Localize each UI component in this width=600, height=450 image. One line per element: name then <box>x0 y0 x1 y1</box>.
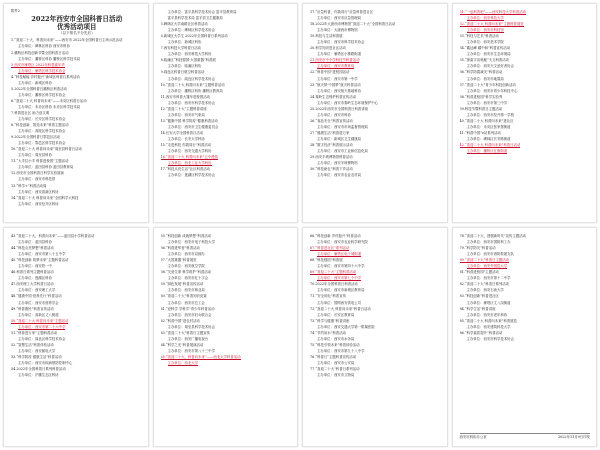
line-text: 主办单位：国网西安供电公司 <box>317 300 362 305</box>
line-text: 主办单位：莲湖区科学技术协会 <box>167 173 215 178</box>
line-text: 35.“探索宇宙奥秘”天文科普活动 <box>459 58 510 63</box>
document-page <box>3 227 149 447</box>
line-text: 50.“喜迎二十大 科普向未来”主题活动 <box>11 318 69 323</box>
line-text: 80.“喜迎二十大”科普日主题活动 <box>459 258 510 263</box>
line-text: 59.“绿色发展”科普宣传活动 <box>160 282 204 287</box>
line-text: 11.西安市科普大篷车进校园活动 <box>160 94 210 99</box>
line-text: 主办单位：西安市公安局 <box>317 360 355 365</box>
line-text: 主办单位：未央区科协 未央区科学技术局 <box>18 104 81 109</box>
line-text: 主办单位：西安市第二十六中学 <box>18 324 66 329</box>
line-text: 45.“科技创新 筑梦未来”主题科普活动 <box>11 258 69 263</box>
line-text: 主办单位：灞桥区科学技术协会 <box>18 92 66 97</box>
line-text: 14.长安大学全国科普日活动 <box>160 130 204 135</box>
line-text: 46.科普日系列主题科普活动 <box>11 270 54 275</box>
organizer-line <box>161 360 293 366</box>
line-text: 8.“科技创新、智造未来”科普主题活动 <box>11 123 69 128</box>
line-text: 主办单位：新城区科协 <box>18 80 52 85</box>
line-text: 主办单位：西安市双拥办 <box>167 252 205 257</box>
line-text: 主办单位：西安市科学技术协会 <box>167 100 215 105</box>
line-text: 主办单位：西安市科学技术协会 <box>317 40 365 45</box>
line-text: 主办单位：西安高新区科协 <box>18 189 59 194</box>
line-text: 70.2022年全国科普日科普活动 <box>310 282 358 287</box>
line-text: 76.“科普日”主题科普宣传活动 <box>310 354 357 359</box>
line-text: 3.西安市雁塔区 2022年科普嘉年华 <box>11 62 65 67</box>
line-text: 75.“科技引领未来”科普体验活动 <box>310 342 360 347</box>
line-text: 主办单位：西安广播电视台 <box>167 336 209 341</box>
line-text: 63.“喜迎二十大”科普日主题宣传 <box>160 330 211 335</box>
attachment-label: 附件2 <box>11 9 20 13</box>
line-text: 12.“喜迎二十大”主题科普讲座 <box>160 106 207 111</box>
line-text: 54.2022年全国科普日系列科普活动 <box>11 367 66 372</box>
line-text: 6.“喜迎二十大 科普向未来”——未央区科普日活动 <box>11 98 87 103</box>
line-text: 9.阎良区科普日航空科普活动 <box>160 70 205 75</box>
line-text: 主办单位：长安区科学技术协会 <box>18 117 66 122</box>
line-text: 83.“科技创新”科普进社区 <box>459 294 499 299</box>
organizer-line <box>310 172 442 178</box>
line-text: 58.“关爱生命 科学救护”科普活动 <box>160 270 212 275</box>
line-text: 富平县科学技术局 富平县卫生健康局 <box>167 16 223 21</box>
line-text: 主办单位：西安经开区科协 <box>18 201 59 206</box>
line-text: 主办单位：西安建筑科技大学 <box>466 324 511 329</box>
organizer-line <box>161 172 293 178</box>
line-text: 23.“航天梦·中国梦”航天科普活动 <box>310 82 361 87</box>
line-text: 52.“智慧生活”科普体验活动 <box>11 342 54 347</box>
line-text: 主办单位：西安市工业和信息化局 <box>317 149 368 154</box>
line-text: 10.“喜迎二十大 科普向未来”周至县科普日活动 <box>11 147 82 152</box>
line-text: 主办单位：莲湖区科协 <box>18 276 52 281</box>
line-text: 1.“喜迎二十大，科普向未来”——西安市 2022年全国科普日主场示范活动 <box>11 38 123 43</box>
line-text: 51.“科普进万家”主题科普活动 <box>11 330 58 335</box>
line-text: 37.“喜迎二十大”青少年科技创新活动 <box>459 82 516 87</box>
line-text: 85.“喜迎二十大 科普向未来”科普展览 <box>459 318 517 323</box>
line-text: 5.碑林区大学南路社区科普活动 <box>160 22 208 27</box>
line-text: 6.新城区大学生 2022年全国科普日系列活动 <box>160 34 228 39</box>
line-text: 42.“喜迎二十大 科普向未来”科普日活动 <box>459 143 521 148</box>
document-page <box>3 3 149 223</box>
line-text: 主办单位：西安美术学院 <box>466 40 504 45</box>
line-text: 72.“喜迎二十大 科普向未来”科普日活动 <box>310 306 371 311</box>
line-text: 主办单位：西安市科技馆 <box>18 177 56 182</box>
line-text: 69.“喜迎二十大”主题科普活动 <box>310 270 357 275</box>
line-text: 22.“科普中国”进校园活动 <box>310 70 350 75</box>
line-text: 主办单位：西安石油大学 <box>466 288 504 293</box>
document-page <box>302 3 448 223</box>
line-text: 25.2022年西安市全国科普日科普讲座 <box>310 106 369 111</box>
line-text: 84.“科学生活”科普讲座 <box>459 306 496 311</box>
line-text: 16.“喜迎二十大 科普向未来”云中漫游 <box>160 155 218 160</box>
line-text: 24.秦岭生态保护科普宣传活动 <box>310 94 357 99</box>
line-text: 14.“喜迎二十大 科普向未来”全国科学大科技 <box>11 195 79 200</box>
line-text: 主办单位：西安市科学技术协会 <box>466 336 514 341</box>
line-text: 主办单位：西安市妇女联合会 <box>167 312 212 317</box>
line-text: 21.西安市中小学科技节科普活动 <box>310 58 360 63</box>
line-text: 主办单位：西安市农业科学研究院 <box>317 240 368 245</box>
line-text: 主办单位：西安市第十二中学 <box>466 276 511 281</box>
document-subtitle: （以下排名不分先后） <box>58 31 95 35</box>
line-text: 8.临潼区“科技强国·大国重器”科普展 <box>160 58 216 63</box>
line-text: 34.“碳达峰 碳中和”科普宣传活动 <box>459 46 511 51</box>
line-text: 30.“科技助农”科普下乡活动 <box>310 167 353 172</box>
line-text: 主办单位：西安交通大学第一附属医院 <box>317 324 375 329</box>
line-text: 67.“科普进社区”系列活动 <box>310 246 350 251</box>
line-text: 7.科普进社区 助力创文明 <box>11 110 50 115</box>
line-text: 9.2022年全国科普日鄠邑区活动 <box>11 135 61 140</box>
line-text: 主办单位：西安市第三中学 <box>466 100 508 105</box>
line-text: 主办单位：西安半坡博物馆 <box>317 161 358 166</box>
line-text: 主办单位：西安市第八十三中学 <box>167 348 215 353</box>
line-text: 60.“喜迎二十大”科普知识竞赛 <box>160 294 207 299</box>
line-text: 主办单位：西安邮电大学 <box>18 348 56 353</box>
line-text: 79.“科学防灾”科普活动 <box>459 246 496 251</box>
line-text: 71.“安全用电”科普宣传 <box>310 294 346 299</box>
line-text: 主办单位：大唐西市博物馆 <box>317 28 358 33</box>
line-text: 主办单位：西安市第四十六中学 <box>317 264 365 269</box>
line-text: 主办单位：雁塔区电子城街道 <box>317 252 362 257</box>
organizer-line <box>460 148 592 154</box>
line-text: 主办单位：西安市水务局 <box>317 336 355 341</box>
line-text: 主办单位：西安航空学院 <box>167 264 205 269</box>
line-text: 11.“大手拉小手 科普进校园”主题活动 <box>11 159 69 164</box>
line-text: 65.“喜迎二十大，科普向未来”——西北大学科普活动 <box>160 354 241 359</box>
line-text: 39.科技节暨科普日主题活动 <box>459 106 503 111</box>
line-text: 5.2022年全国科普日灞桥区科普活动 <box>11 86 67 91</box>
line-text: 78.“喜迎二十大，建强新时代”宣传主题活动 <box>459 234 526 238</box>
line-text: 主办单位：西安市科协 <box>317 112 351 117</box>
line-text: 15.“走进科技 你我同行”科普活动 <box>160 143 212 148</box>
line-text: 48.“健康中国·营养先行”科普活动 <box>11 294 62 299</box>
line-text: 主办单位：西安市卫生健康委员会 <box>167 124 219 129</box>
line-text: 主办单位：西安市应急管理局 <box>317 16 362 21</box>
line-text: 主办单位：西安天文爱好者协会 <box>466 64 514 69</box>
line-text: 主办单位：灞桥区红旗街道 <box>466 149 508 154</box>
line-text: 主办单位：西安市青少年科技中心 <box>466 88 518 93</box>
document-page <box>153 227 299 447</box>
line-text: 主办单位：西安市老年科协 <box>466 312 508 317</box>
line-text: 57.“大国重器”科普展览 <box>160 258 197 263</box>
line-text: 55.“科技创新 成就梦想”科普活动 <box>160 234 212 238</box>
line-text: 33.“科技与艺术”科普活动 <box>459 34 499 39</box>
line-text: 主办单位：鄠邑区科学技术协会 <box>18 141 66 146</box>
line-text: 主办单位：西安市林业局 <box>167 288 205 293</box>
line-text: 主办单位：蓝田县科协 <box>18 240 52 245</box>
line-text: 主办单位：西北大学 <box>167 360 199 365</box>
line-text: 19.科技与生活科普展 <box>310 34 343 39</box>
line-text: 86.“科学素质提升”科普活动 <box>459 330 503 335</box>
line-text: 主办单位：西安外国语大学 <box>466 264 508 269</box>
line-text: 73.“科学与健康”科普讲座 <box>310 318 350 323</box>
line-text: 主办单位：西安市气象局 <box>167 112 205 117</box>
line-text: 主办单位：西安市教育局 <box>317 64 355 69</box>
line-text: 主办单位：西安理工大学 <box>18 288 56 293</box>
organizer-line <box>310 372 442 378</box>
line-text: 7.西安科技大学科普日活动 <box>160 46 202 51</box>
line-text: 13.“科学+”科普活动周 <box>11 183 47 188</box>
document-footer <box>460 433 591 440</box>
line-text: 68.“科技强国”科普展 <box>310 258 343 263</box>
line-text: 77.“喜迎二十大”科普日系列活动 <box>310 367 360 372</box>
line-text: 主办单位：沪灞生态区科协 <box>18 373 59 378</box>
line-text: 56.“科普进军营”科普活动 <box>160 246 200 251</box>
line-text: 主办单位：西北工业大学科协 <box>167 161 212 166</box>
line-text: 主办单位：雁塔区小寨路街道 <box>317 52 362 57</box>
line-text: 主办单位：新城区科协 <box>167 40 202 45</box>
line-text: 74.“节约用水”科普活动 <box>310 330 346 335</box>
line-text: 主办单位：西安市科技馆 <box>466 28 504 33</box>
document-page <box>452 3 598 223</box>
line-text: 主办单位：临潼区科协 <box>167 64 202 69</box>
line-text: 主办单位：西安市红十字会 <box>167 276 209 281</box>
document-page <box>153 3 299 223</box>
line-text: 10.“喜迎二十大 科普向未来”主题科普活动 <box>160 82 225 87</box>
line-text: 主办单位：西安市电子科技大学 <box>167 240 215 245</box>
line-text: 主办单位：周至县科协 <box>18 153 52 158</box>
line-text: 主办单位：西安市第七十中学 <box>317 276 362 281</box>
line-text: 主办单位：新城区卫生健康局 <box>317 136 362 141</box>
line-text: 主办单位：长安区教育局 <box>317 312 355 317</box>
line-text: 4.“科技赋能 乡村振兴”新城区科普日系列活动 <box>11 74 80 79</box>
footer-issuer: 西安市科协办公室 <box>459 435 487 439</box>
line-text: 41.“科普中国”e站系列活动 <box>459 130 501 135</box>
line-text: 主办单位：西安市市场监督管理局 <box>317 124 368 129</box>
line-text: 主办单位：西安市生态环境局 <box>466 52 511 57</box>
line-text: 主办单位：西安市地震局 <box>466 76 504 81</box>
line-text: 主办单位：灞桥区科协 灞桥区教育局 <box>167 88 223 93</box>
line-text: 主办单位：灞桥区科协 灞桥区科学技术局 <box>18 56 81 61</box>
line-text: 32.“喜迎二十大 科普向未来”主题科普展览 <box>459 22 524 27</box>
line-text: 主办单位：长安大学科协 <box>167 136 205 141</box>
line-text: 12.西安市全国科普日科学实验展演 <box>11 171 64 176</box>
line-text: 20.科学知识进社区活动 <box>310 46 346 51</box>
line-text: 主办单位：西安市秦岭生态环境保护中心 <box>317 100 379 105</box>
line-text: 主办单位：西安市第八十五中学 <box>18 252 66 257</box>
footer-date: 2022年11月9日印发 <box>557 435 590 439</box>
line-text: 主办单位：碑林区科协 西安市科协 <box>18 44 70 49</box>
line-text: 26.“食品安全”科普宣传活动 <box>310 118 353 123</box>
line-text: 47.西安理工大学科普日活动 <box>11 282 54 287</box>
line-text: 82.“喜迎二十大”科普日系列活动 <box>459 282 510 287</box>
line-text: 主办单位：西安铁一中 <box>18 264 52 269</box>
line-text: 主办单位：阎良区科学技术协会 <box>167 76 215 81</box>
line-text: 81.“科普进校园”主题活动 <box>459 270 499 275</box>
line-text: 主办单位：西安市总工会 <box>167 300 205 305</box>
line-text: 28.“数字经济”科普展示活动 <box>310 143 353 148</box>
line-text: 29.西安半坡博物馆科普活动 <box>310 155 353 160</box>
line-text: 64.“科学之光”科普展演活动 <box>160 342 204 347</box>
line-text: 主办单位：雁塔区丈八沟街道 <box>466 300 511 305</box>
line-text: 53.“科学防疫 健康生活”科普活动 <box>11 354 62 359</box>
line-text: 主办单位：富平县科学技术协会 富平县教育局 <box>167 10 237 14</box>
line-text: 主办单位：西安市文物局 <box>317 373 355 378</box>
line-text: 44.“科技点亮梦想”科普活动 <box>11 246 54 251</box>
line-text: 主办单位：雁塔区科学技术协会 <box>18 68 66 73</box>
line-text: 主办单位：西安市第一中学 <box>317 76 358 81</box>
line-text: 主办单位：周至县科学技术协会 <box>167 324 215 329</box>
line-text: 43.“喜迎二十大，科普向未来”——蓝田县小学科普活动 <box>11 234 95 238</box>
line-text: 17.“科技点亮生活”社区科普活动 <box>160 167 211 172</box>
line-text: 主办单位：蓝田县科协 蓝田县教育局 <box>18 165 74 170</box>
line-text: 66.“科技创新 乡村振兴”科普活动 <box>310 234 361 238</box>
organizer-line <box>11 201 143 207</box>
line-text: 主办单位：西安科技大学科协 <box>167 52 212 57</box>
line-text: 2.灞桥区科技创新节暨全国科普日活动 <box>11 50 69 55</box>
line-text: 17.“应急科普，你我同行”应急科普进社区 <box>310 10 374 14</box>
document-page <box>452 227 598 447</box>
line-text: 40.“喜迎二十大 科普向未来”进社区 <box>459 118 514 123</box>
document-title: 2022年西安市全国科普日活动 <box>31 15 123 23</box>
line-text: 主办单位：阎良区科学技术协会 <box>18 336 66 341</box>
line-text: 13.“健康中国 科学防疫”健康科普活动 <box>160 118 218 123</box>
organizer-line <box>11 372 143 378</box>
line-text: 主办单位：碑林区长安路街道 <box>466 136 511 141</box>
line-text: 主办单位：西安航天基地科协 <box>317 88 362 93</box>
line-text: 主办单位：西安市消防救援支队 <box>466 252 514 257</box>
line-text: 主办单位：西安市第九十八中学 <box>317 348 365 353</box>
line-text: 31.“一起科普吧”——西安科技大学科普活动 <box>459 10 526 14</box>
line-text: 主办单位：未央区张家堡街道 <box>466 124 511 129</box>
line-text: 主办单位：西安市营养学会 <box>18 300 59 305</box>
document-title-line2: 优秀活动项目 <box>56 23 97 31</box>
line-text: 主办单位：西安市农业农村局 <box>317 173 362 178</box>
line-text: 主办单位：西安市经开第一学校 <box>466 112 514 117</box>
line-text: 27.“健康生活”科普进万家 <box>310 130 350 135</box>
line-text: 主办单位：高新区丈八街道 <box>18 312 59 317</box>
line-text: 62.“科普中国”进农村活动 <box>160 318 200 323</box>
line-text: 36.“科学防震减灾”科普活动 <box>459 70 503 75</box>
line-text: 38.“科普进校园”科学实验秀 <box>459 94 503 99</box>
line-text: 主办单位：西安市新城区教育局 <box>317 288 365 293</box>
line-text: 61.“爱科学 学科学”青少年科普活动 <box>160 306 215 311</box>
line-text: 主办单位：西安科技大学 <box>466 16 504 21</box>
document-page <box>302 227 448 447</box>
line-text: 18.2022年大唐西市博物馆“喜迎二十大”全国科普日活动 <box>310 22 396 27</box>
line-text: 49.“科普惠民”科普宣传活动 <box>11 306 54 311</box>
line-text: 主办单位：高陵区科学技术协会 <box>18 129 66 134</box>
line-text: 主办单位：碑林区科学技术协会 <box>167 28 215 33</box>
line-text: 主办单位：西安市国防科工办 <box>466 240 511 245</box>
line-text: 主办单位：西安市疾病预防控制中心 <box>18 360 73 365</box>
line-text: 主办单位：西安交通大学科协 <box>167 149 212 154</box>
organizer-line <box>460 336 592 342</box>
